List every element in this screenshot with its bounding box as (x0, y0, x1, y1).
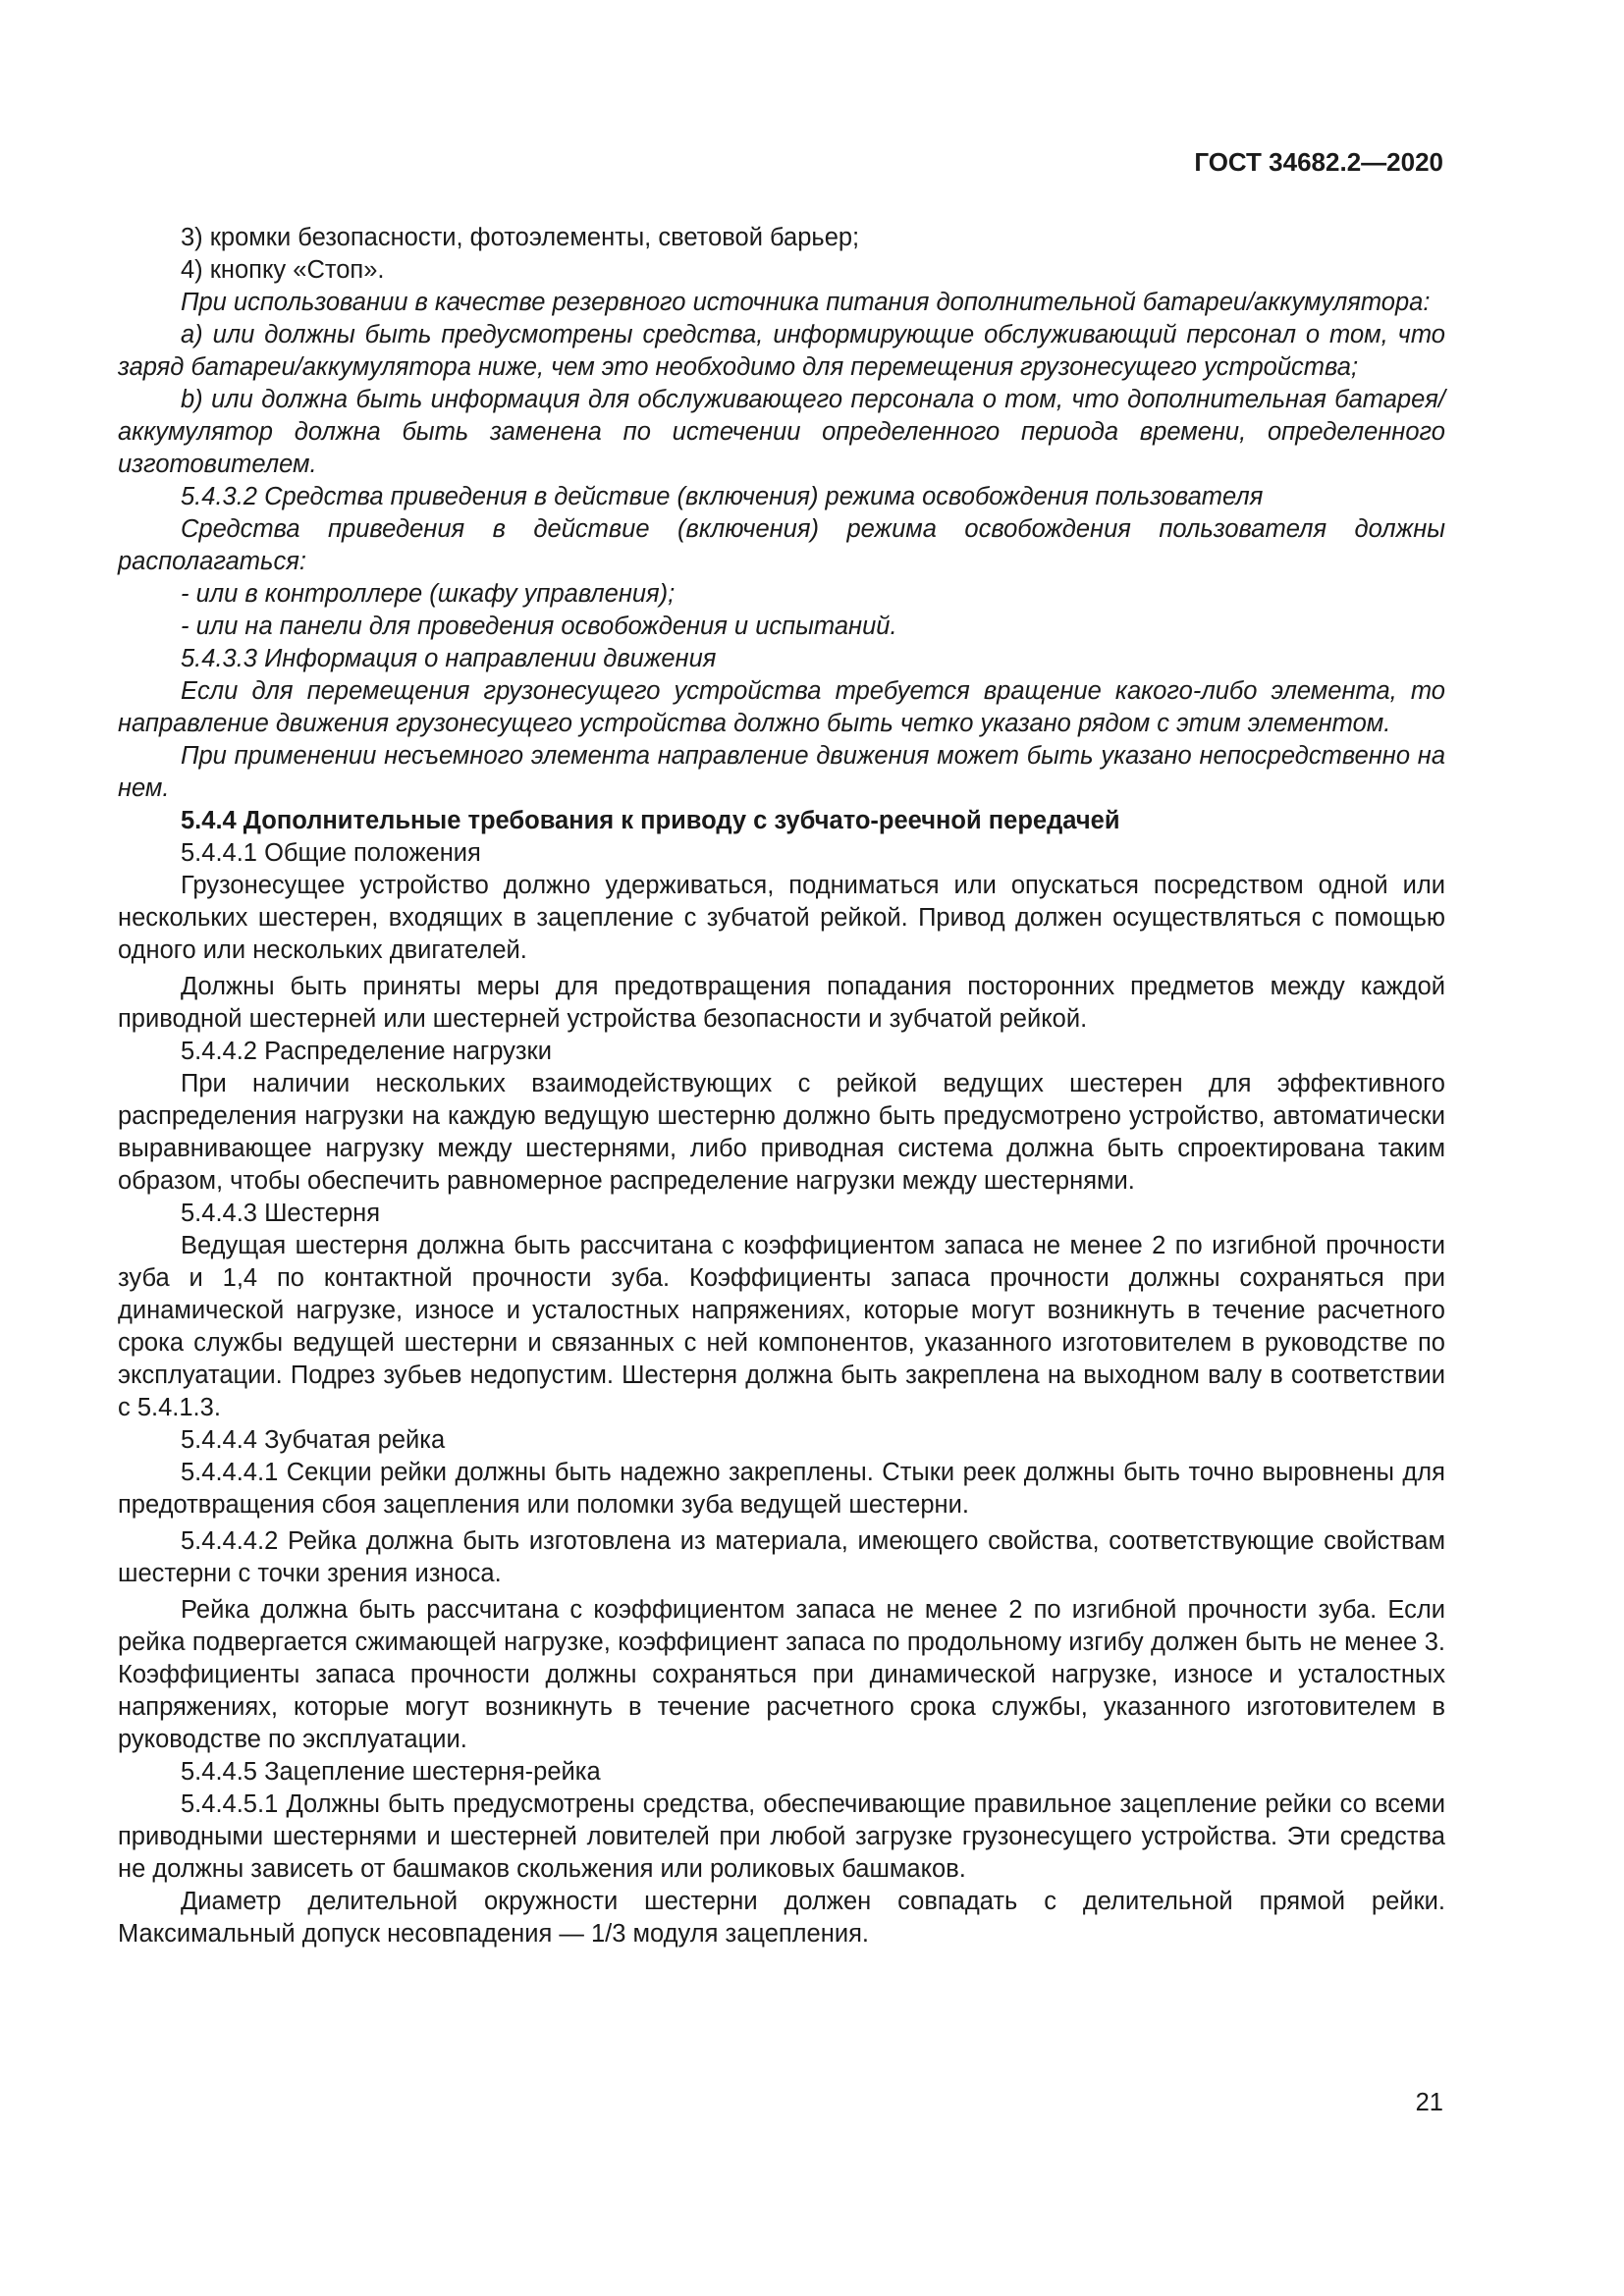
list-item: - или на панели для проведения освобождения и испытаний. (181, 613, 897, 640)
paragraph: 5.4.4.5.1 Должны быть предусмотрены средства, обеспечивающие правильное зацепление рейки со всеми приводными шестернями и шестерней ловителей при любой загрузке грузонесущего устройства. Эти средства не должны зависеть от башмаков скольжения или роликовых башмаков. (118, 1790, 1445, 1883)
section-heading: 5.4.4.3 Шестерня (181, 1200, 381, 1227)
list-item: - или в контроллере (шкафу управления); (181, 580, 676, 608)
paragraph: Если для перемещения грузонесущего устройства требуется вращение какого-либо элемента, то направление движения грузонесущего устройства должно быть четко указано рядом с этим элементом. (118, 677, 1445, 737)
section-heading: 5.4.4.2 Распределение нагрузки (181, 1038, 552, 1065)
document-body (118, 222, 1445, 1950)
list-item: 4) кнопку «Стоп». (181, 256, 385, 284)
list-item: b) или должна быть информация для обслуживающего персонала о том, что дополнительная батарея/аккумулятор должна быть заменена по истечении определенного периода времени, определенного изготовителем. (118, 386, 1445, 478)
paragraph: Грузонесущее устройство должно удерживаться, подниматься или опускаться посредством одной или нескольких шестерен, входящих в зацепление с зубчатой рейкой. Привод должен осуществляться с помощью одного или нескольких двигателей. (118, 872, 1445, 964)
section-heading: 5.4.4.1 Общие положения (181, 839, 481, 867)
section-heading: 5.4.4.4 Зубчатая рейка (181, 1426, 446, 1454)
paragraph: Должны быть приняты меры для предотвращения попадания посторонних предметов между каждой приводной шестерней или шестерней устройства безопасности и зубчатой рейкой. (118, 973, 1445, 1033)
section-heading: 5.4.3.2 Средства приведения в действие (включения) режима освобождения пользователя (181, 483, 1264, 510)
paragraph: При применении несъемного элемента направление движения может быть указано непосредственно на нем. (118, 742, 1445, 802)
page-number: 21 (1415, 2089, 1443, 2116)
list-item: 3) кромки безопасности, фотоэлементы, световой барьер; (181, 224, 860, 251)
paragraph: Диаметр делительной окружности шестерни должен совпадать с делительной прямой рейки. Максимальный допуск несовпадения — 1/3 модуля зацепления. (118, 1888, 1445, 1948)
paragraph: При наличии нескольких взаимодействующих с рейкой ведущих шестерен для эффективного распределения нагрузки на каждую ведущую шестерню должно быть предусмотрено устройство, автоматически выравнивающее нагрузку между шестернями, либо приводная система должна быть спроектирована таким образом, чтобы обеспечить равномерное распределение нагрузки между шестернями. (118, 1070, 1445, 1195)
paragraph: 5.4.4.4.2 Рейка должна быть изготовлена из материала, имеющего свойства, соответствующие свойствам шестерни с точки зрения износа. (118, 1527, 1445, 1587)
section-heading: 5.4.4.5 Зацепление шестерня-рейка (181, 1758, 601, 1786)
paragraph: Ведущая шестерня должна быть рассчитана с коэффициентом запаса не менее 2 по изгибной прочности зуба и 1,4 по контактной прочности зуба. Коэффициенты запаса прочности должны сохраняться при динамической нагрузке, износе и усталостных напряжениях, которые могут возникнуть в течение расчетного срока службы ведущей шестерни и связанных с ней компонентов, указанного изготовителем в руководстве по эксплуатации. Подрез зубьев недопустим. Шестерня должна быть закреплена на выходном валу в соответствии с 5.4.1.3. (118, 1232, 1445, 1421)
paragraph: Рейка должна быть рассчитана с коэффициентом запаса не менее 2 по изгибной прочности зуба. Если рейка подвергается сжимающей нагрузке, коэффициент запаса по продольному изгибу должен быть не менее 3. Коэффициенты запаса прочности должны сохраняться при динамической нагрузке, износе и усталостных напряжениях, которые могут возникнуть в течение расчетного срока службы, указанного изготовителем в руководстве по эксплуатации. (118, 1596, 1445, 1753)
section-heading: 5.4.3.3 Информация о направлении движения (181, 645, 717, 672)
list-item: a) или должны быть предусмотрены средства, информирующие обслуживающий персонал о том, что заряд батареи/аккумулятора ниже, чем это необходимо для перемещения грузонесущего устройства; (118, 321, 1445, 381)
document-header: ГОСТ 34682.2—2020 (1194, 147, 1443, 177)
section-heading: 5.4.4 Дополнительные требования к приводу с зубчато-реечной передачей (181, 807, 1120, 834)
paragraph: При использовании в качестве резервного источника питания дополнительной батареи/аккумулятора: (181, 289, 1431, 316)
paragraph: 5.4.4.4.1 Секции рейки должны быть надежно закреплены. Стыки реек должны быть точно выровнены для предотвращения сбоя зацепления или поломки зуба ведущей шестерни. (118, 1459, 1445, 1519)
paragraph: Средства приведения в действие (включения) режима освобождения пользователя должны располагаться: (118, 515, 1445, 575)
